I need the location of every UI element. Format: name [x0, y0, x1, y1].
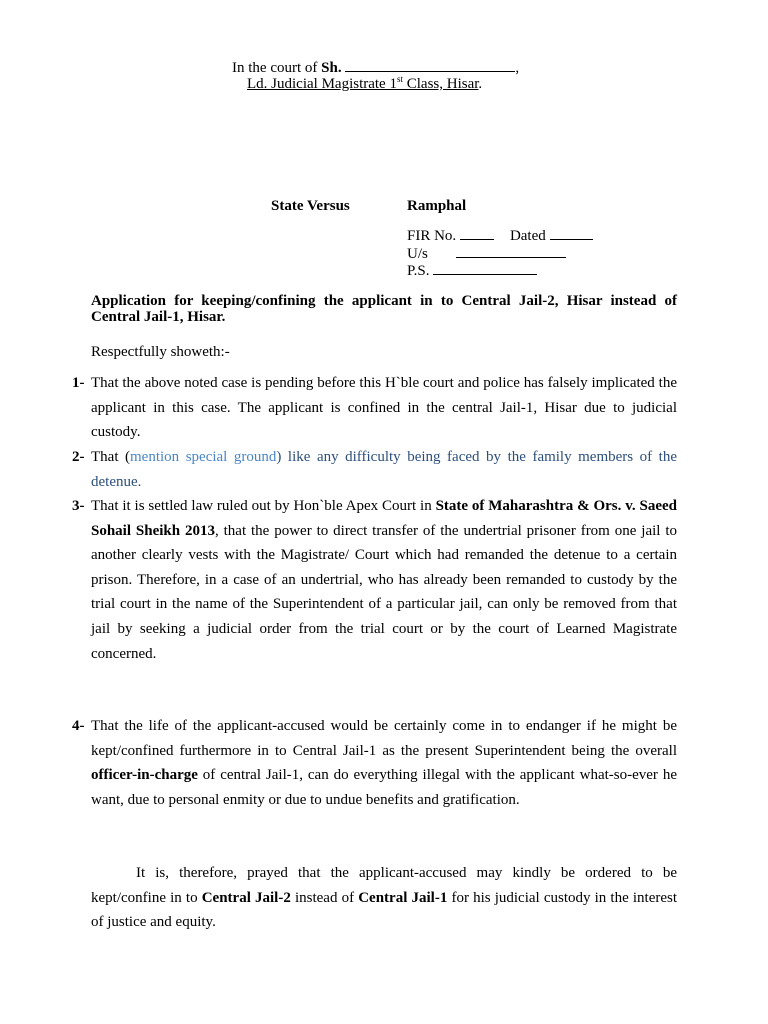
- point-number: 2-: [72, 449, 85, 465]
- point-4-text: [91, 714, 677, 812]
- point-number: 4-: [72, 718, 85, 734]
- application-subject: Application for keeping/confining the applicant in to Central Jail-2, Hisar instead of Central Jail-1, Hisar.: [91, 293, 677, 325]
- prayer-post: for his judicial custody in the interest of justice and equity.: [91, 889, 678, 931]
- central-jail-2: Central Jail-2: [201, 889, 291, 906]
- court-prefix: In the court of: [232, 60, 322, 76]
- magistrate-period: .: [478, 76, 483, 92]
- us-blank: [456, 244, 566, 258]
- point-2-pre: That (: [91, 449, 131, 465]
- special-ground-placeholder: mention special ground: [130, 449, 277, 465]
- dated-label: Dated: [509, 228, 546, 244]
- judge-name-blank: [345, 58, 515, 72]
- point-4-post: of central Jail-1, can do everything illegal with the applicant what-so-ever he want, due to personal enmity or due to undue benefits and gratification.: [91, 767, 677, 808]
- state-versus: State Versus: [271, 198, 350, 214]
- court-sh: Sh.: [321, 60, 342, 76]
- point-number: 3-: [72, 498, 85, 514]
- salutation: Respectfully showeth:-: [91, 344, 230, 360]
- point-3-post: , that the power to direct transfer of the undertrial prisoner from one jail to another clearly vests with the Magistrate/ Court which had remanded the detenue to a certain prison. Therefore, in a case of an undertrial, who has already been remanded to custody by the trial court in the name of the Superintendent of a particular jail, can only be removed from that jail by seeking a judicial order from the trial court or by the court of Learned Magistrate concerned.: [91, 522, 677, 662]
- accused-name: Ramphal: [407, 198, 467, 214]
- ps-label: P.S.: [407, 263, 430, 279]
- point-1-text: That the above noted case is pending before this H`ble court and police has falsely implicated the applicant in this case. The applicant is confined in the central Jail-1, Hisar due to judicial custody.: [91, 375, 677, 441]
- dated-blank: [550, 226, 593, 240]
- point-3-pre: That it is settled law ruled out by Hon`ble Apex Court in: [91, 498, 436, 514]
- prayer-pre: It is, therefore, prayed that the applicant-accused may kindly be ordered to be kept/confine in to: [91, 865, 677, 906]
- magistrate-text: Ld. Judicial Magistrate 1: [247, 76, 397, 92]
- point-4-pre: That the life of the applicant-accused would be certainly come in to endanger if he might be kept/confined furthermore in to Central Jail-1 as the present Superintendent being the overall: [91, 718, 677, 759]
- magistrate-sup: st: [396, 74, 403, 84]
- officer-in-charge: officer-in-charge: [91, 767, 198, 784]
- magistrate-line: [247, 75, 482, 93]
- ps-blank: [433, 261, 537, 275]
- court-comma: ,: [515, 60, 520, 76]
- case-citation: State of Maharashtra & Ors. v. Saeed Sohail Sheikh 2013: [91, 498, 678, 539]
- central-jail-1: Central Jail-1: [358, 889, 448, 906]
- prayer-mid: instead of: [290, 889, 359, 906]
- fir-line: [407, 226, 593, 245]
- fir-label: FIR No.: [407, 228, 457, 244]
- point-2-post: ) like any difficulty being faced by the family members of the detenue.: [91, 449, 677, 490]
- point-number: 1-: [72, 375, 85, 391]
- fir-blank: [460, 226, 494, 240]
- point-3-text: [91, 494, 677, 666]
- magistrate-title: [247, 76, 478, 92]
- magistrate-class: Class, Hisar: [402, 76, 479, 92]
- point-2-text: [91, 445, 677, 494]
- prayer-paragraph: [91, 861, 677, 935]
- ps-line: [407, 261, 537, 280]
- us-label: U/s: [407, 246, 428, 262]
